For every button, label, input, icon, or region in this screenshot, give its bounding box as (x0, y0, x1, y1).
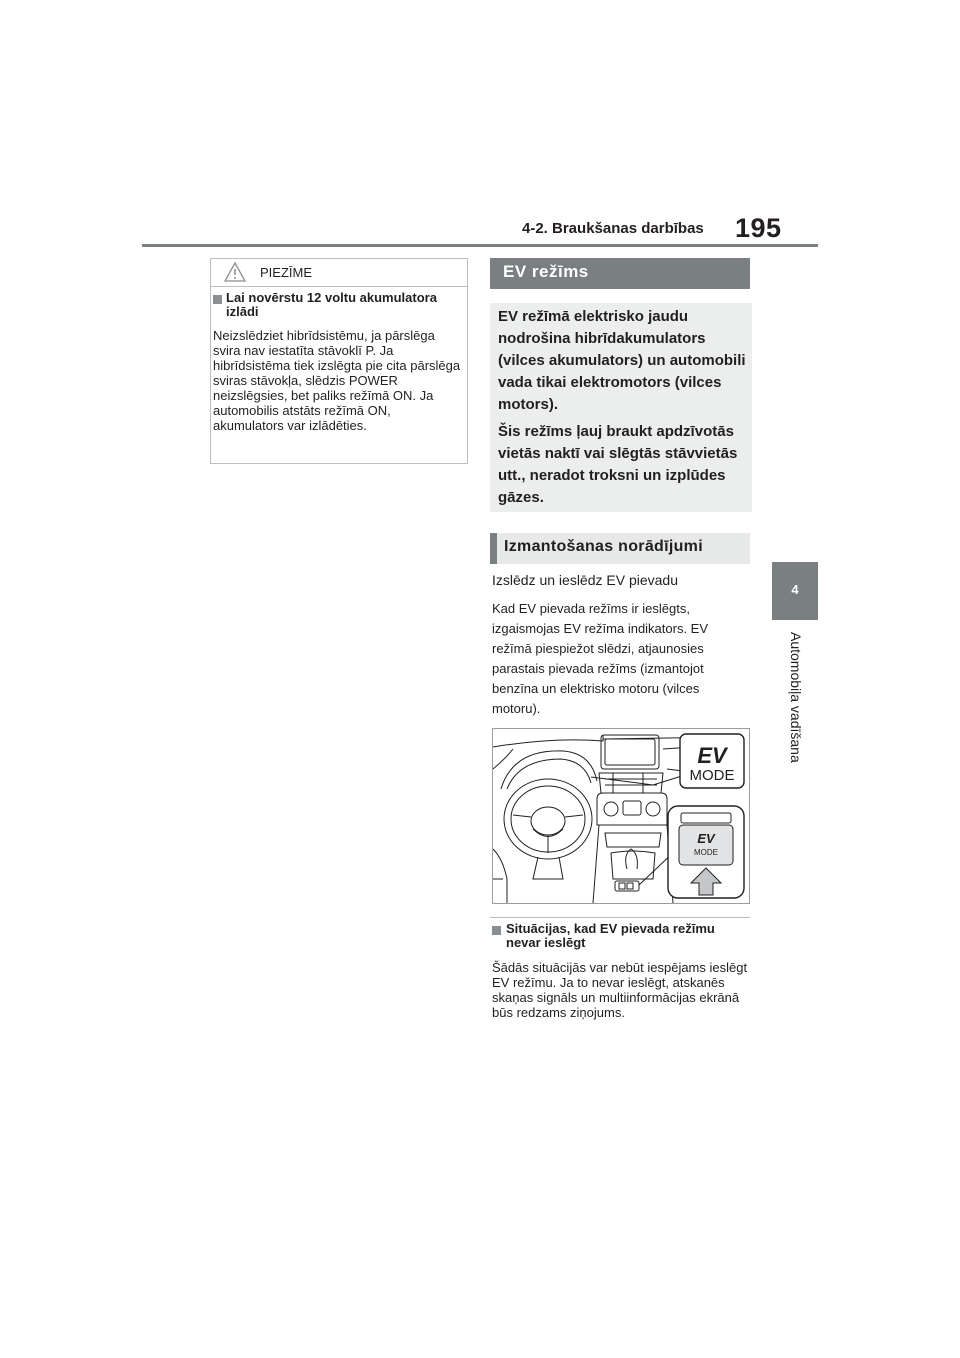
ev-info-text (498, 306, 746, 509)
bullet-square-icon (492, 926, 501, 935)
big-mode-label: MODE (689, 767, 735, 784)
ev-info-paragraph-1: EV režīmā elektrisko jaudu nodrošina hibrīdakumulators (vilces akumulators) un automobili vada tikai elektromotors (vilces motors). (498, 308, 746, 413)
notice-title: PIEZĪME (260, 265, 313, 280)
bullet-square-icon (213, 295, 222, 304)
notice-subheading: Lai novērstu 12 voltu akumulatora izlādi (226, 290, 437, 319)
chapter-title (788, 632, 804, 792)
situations-heading: Situācijas, kad EV pievada režīmu nevar ieslēgt (506, 921, 715, 950)
dashboard-illustration (492, 728, 750, 904)
ev-info-paragraph-2: Šis režīms ļauj braukt apdzīvotās vietās naktī vai slēgtās stāvvietās utt., neradot troksni un izplūdes gāzes. (498, 423, 738, 506)
usage-heading-bar (490, 533, 497, 564)
warning-triangle-icon (224, 262, 246, 282)
notice-header (210, 258, 468, 287)
section-title: 4-2. Braukšanas darbības (522, 220, 704, 237)
chapter-number: 4 (791, 582, 799, 597)
situations-body: Šādās situācijās var nebūt iespējams ieslēgt EV režīmu. Ja to nevar ieslēgt, atskanēs skaņas signāls un multiinformācijas ekrānā būs redzams ziņojums. (492, 960, 748, 1020)
notice-body: Neizslēdziet hibrīdsistēmu, ja pārslēga svira nav iestatīta stāvoklī P. Ja hibrīdsistēma tiek izslēgta pie cita pārslēga sviras stāvokļa, slēdzis POWER neizslēgsies, bet paliks režīmā ON. Ja automobilis atstāts režīmā ON, akumulators var izlādēties. (213, 328, 461, 433)
small-mode-label: MODE (694, 848, 718, 857)
usage-subtitle: Izslēdz un ieslēdz EV pievadu (492, 572, 678, 588)
chapter-title-text: Automobiļa vadīšana (788, 632, 804, 763)
usage-body: Kad EV pievada režīms ir ieslēgts, izgaismojas EV režīma indikators. EV režīmā piespiežot slēdzi, atjaunosies parastais pievada režīms (izmantojot benzīna un elektrisko motoru (vilces motoru). (492, 601, 709, 716)
page-number: 195 (735, 213, 782, 243)
usage-heading: Izmantošanas norādījumi (504, 538, 703, 555)
dashboard-drawing (493, 729, 749, 903)
section-divider (490, 917, 750, 918)
header-divider (142, 244, 818, 247)
big-ev-label: EV (697, 743, 727, 768)
small-ev-label: EV (697, 831, 715, 846)
ev-mode-banner-title: EV režīms (503, 262, 589, 281)
